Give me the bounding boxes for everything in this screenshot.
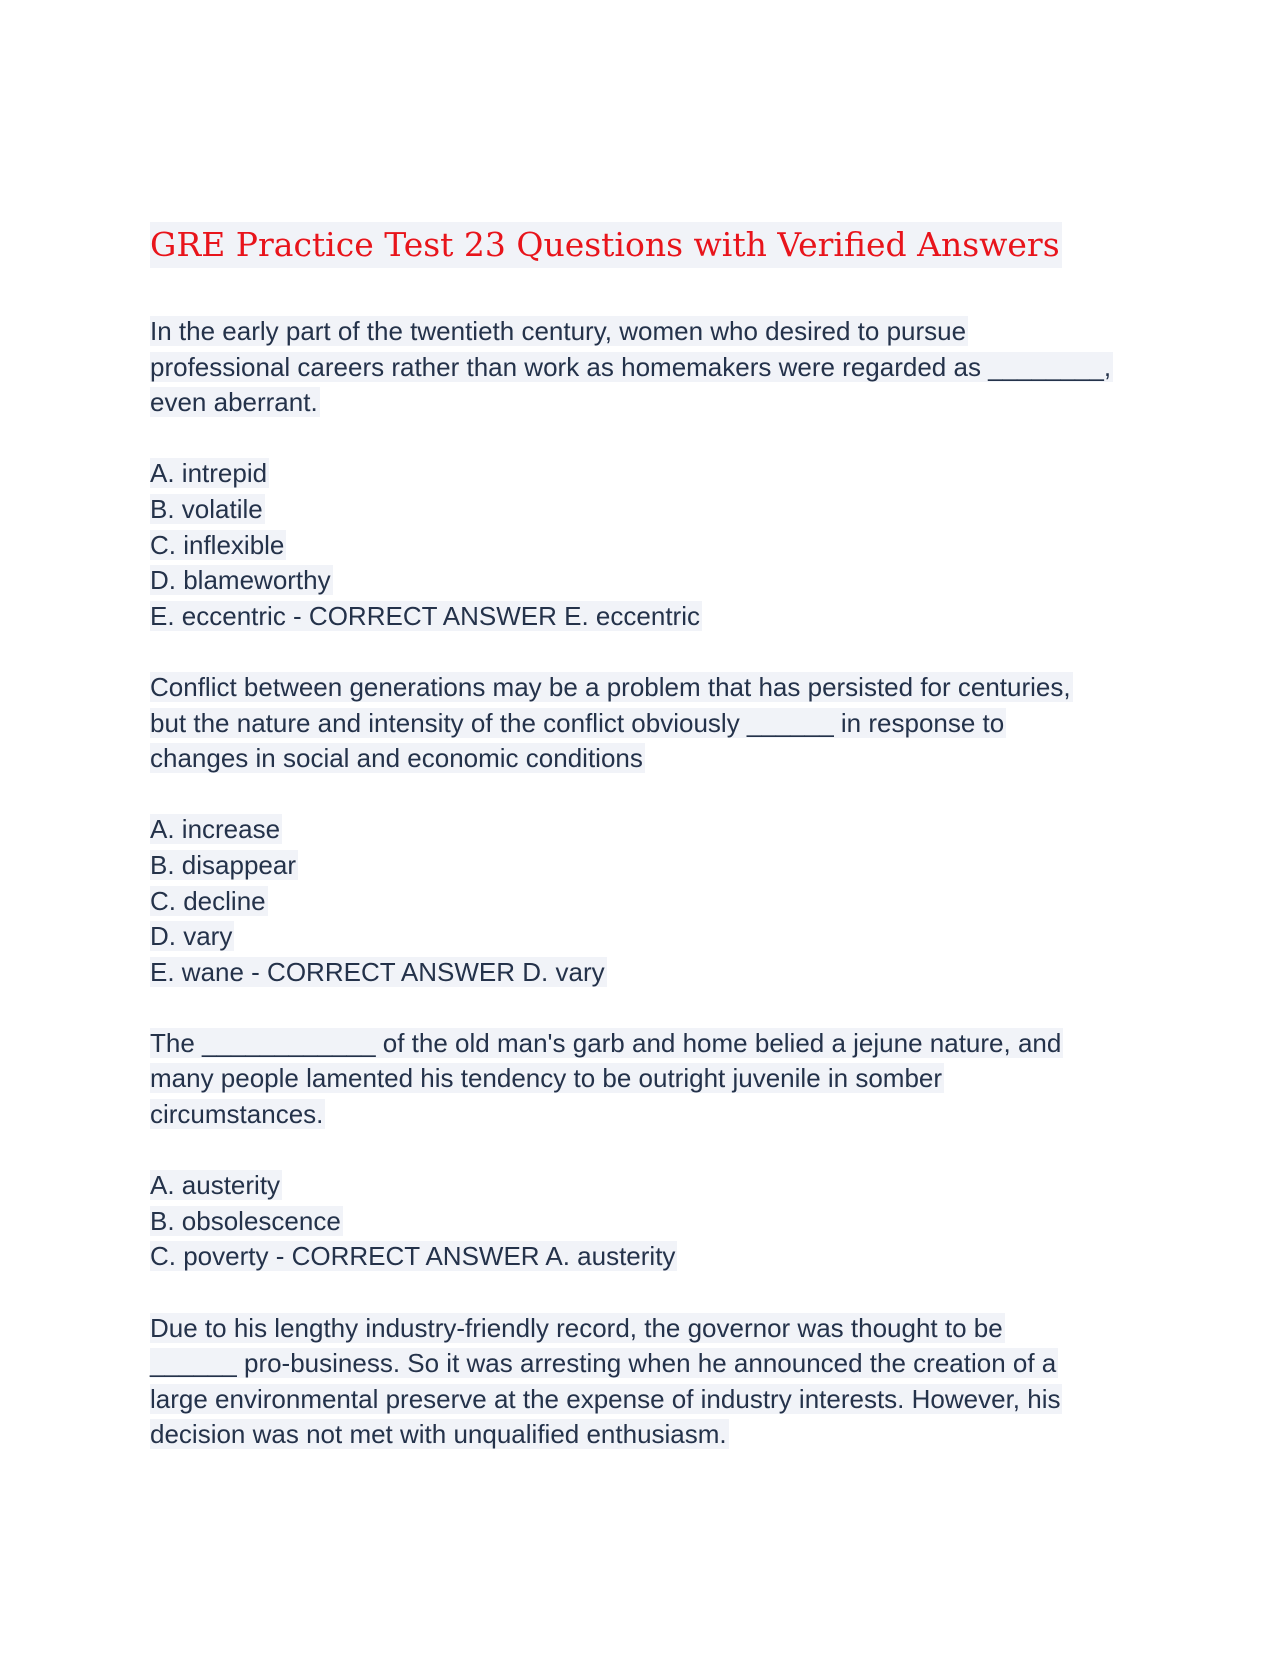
question-3-line-2: many people lamented his tendency to be outright juvenile in somber — [150, 1063, 943, 1094]
question-1-line-2: professional careers rather than work as homemakers were regarded as ________, — [150, 351, 1112, 382]
question-2-line-3: changes in social and economic conditions — [150, 743, 643, 774]
question-1-options — [150, 456, 1150, 634]
question-3 — [150, 1026, 1150, 1311]
question-1-line-3: even aberrant. — [150, 387, 318, 418]
question-3-option-a: A. austerity — [150, 1170, 281, 1201]
question-1-option-e-answer: E. eccentric - CORRECT ANSWER E. eccentric — [150, 600, 700, 631]
question-3-options — [150, 1168, 1150, 1275]
question-1-option-b: B. volatile — [150, 493, 263, 524]
question-2-option-a: A. increase — [150, 814, 281, 845]
question-1-option-c: C. inflexible — [150, 529, 285, 560]
question-2-line-1: Conflict between generations may be a problem that has persisted for centuries, — [150, 671, 1071, 702]
question-4-line-1: Due to his lengthy industry-friendly record, the governor was thought to be — [150, 1312, 1003, 1343]
question-2 — [150, 670, 1150, 1026]
question-1-line-1: In the early part of the twentieth century, women who desired to pursue — [150, 316, 967, 346]
question-1 — [150, 314, 1150, 670]
question-1-option-a: A. intrepid — [150, 458, 268, 489]
question-4-line-4: decision was not met with unqualified enthusiasm. — [150, 1419, 727, 1450]
question-3-option-b: B. obsolescence — [150, 1205, 341, 1236]
question-4 — [150, 1311, 1150, 1453]
document-body — [150, 222, 1150, 1453]
question-2-option-b: B. disappear — [150, 849, 296, 880]
question-3-option-c-answer: C. poverty - CORRECT ANSWER A. austerity — [150, 1241, 676, 1272]
question-2-option-c: C. decline — [150, 885, 266, 916]
title-line — [150, 222, 1150, 272]
question-1-option-d: D. blameworthy — [150, 565, 331, 596]
document-title: GRE Practice Test 23 Questions with Verified Answers — [150, 222, 1062, 268]
question-2-options — [150, 812, 1150, 990]
question-3-line-1: The ____________ of the old man's garb and home belied a jejune nature, and — [150, 1027, 1062, 1058]
question-2-line-2: but the nature and intensity of the conflict obviously ______ in response to — [150, 707, 1005, 738]
question-2-option-e-answer: E. wane - CORRECT ANSWER D. vary — [150, 956, 605, 987]
question-2-option-d: D. vary — [150, 921, 233, 952]
question-3-line-3: circumstances. — [150, 1099, 324, 1130]
question-4-line-3: large environmental preserve at the expense of industry interests. However, his — [150, 1383, 1061, 1414]
question-4-line-2: ______ pro-business. So it was arresting when he announced the creation of a — [150, 1348, 1057, 1379]
